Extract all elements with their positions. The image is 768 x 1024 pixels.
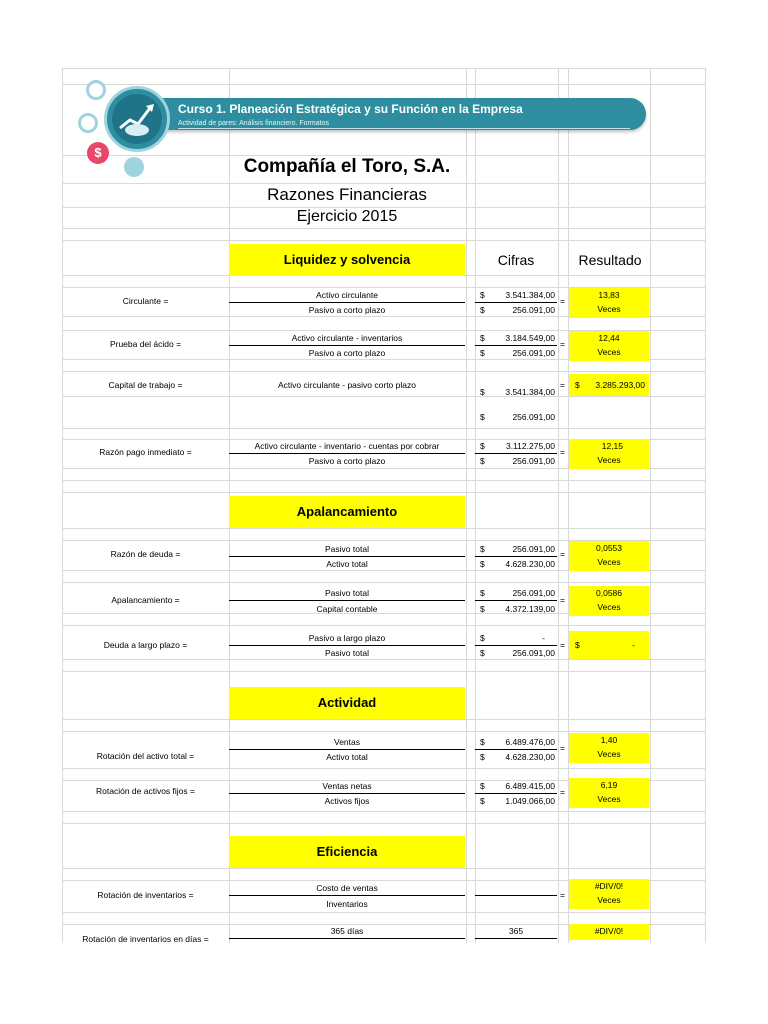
amount: 3.541.384,00 <box>505 387 555 397</box>
row-label: Razón de deuda = <box>110 549 181 559</box>
amount-line <box>475 895 557 896</box>
dollar-sign: $ <box>480 648 485 658</box>
equals-sign: = <box>560 595 565 605</box>
amount-line <box>475 345 557 346</box>
amount-line <box>475 938 557 939</box>
numerator: Activo circulante - inventario - cuentas por cobrar <box>254 441 440 451</box>
numerator: Pasivo total <box>325 588 369 598</box>
row-label: Rotación de inventarios = <box>97 890 194 900</box>
denominator: Activo total <box>326 752 368 762</box>
dollar-sign: $ <box>480 796 485 806</box>
result-value: 6,19 <box>600 780 618 790</box>
amount: 4.628.230,00 <box>505 752 555 762</box>
result-unit: Veces <box>597 347 621 357</box>
amount: 1.049.066,00 <box>505 796 555 806</box>
row-label: Circulante = <box>122 296 169 306</box>
result-cell <box>569 733 649 763</box>
result-cell <box>569 331 649 361</box>
section-liquidez: Liquidez y solvencia <box>229 244 465 276</box>
row-label: Deuda a largo plazo = <box>103 640 188 650</box>
amount-line <box>475 453 557 454</box>
course-subtitle: Actividad de pares: Análisis financiero. Formatos <box>178 120 329 127</box>
result-cell <box>569 439 649 469</box>
result-value: #DIV/0! <box>594 926 624 936</box>
result-cell <box>569 879 649 909</box>
result-cell <box>569 288 649 318</box>
result-cell <box>569 924 649 940</box>
amount: 6.489.415,00 <box>505 781 555 791</box>
denominator: Capital contable <box>316 604 378 614</box>
result-cell <box>569 778 649 808</box>
amount: 256.091,00 <box>512 648 555 658</box>
result-unit: Veces <box>597 895 621 905</box>
amount: 4.372.139,00 <box>505 604 555 614</box>
fraction-line <box>229 749 465 750</box>
report-year: Ejercicio 2015 <box>296 208 398 225</box>
amount: 4.628.230,00 <box>505 559 555 569</box>
section-apalancamiento: Apalancamiento <box>229 496 465 528</box>
fraction-line <box>229 793 465 794</box>
row-label: Capital de trabajo = <box>108 380 183 390</box>
amount: 256.091,00 <box>512 412 555 422</box>
fraction-line <box>229 556 465 557</box>
dollar-sign: $ <box>480 781 485 791</box>
result-cell <box>569 586 649 616</box>
result-value: #DIV/0! <box>594 881 624 891</box>
dollar-sign: $ <box>480 559 485 569</box>
amount-line <box>475 556 557 557</box>
dollar-sign: $ <box>480 456 485 466</box>
dollar-sign: $ <box>480 604 485 614</box>
amount-line <box>475 302 557 303</box>
result-unit: Veces <box>597 304 621 314</box>
result-unit: Veces <box>597 602 621 612</box>
course-title: Curso 1. Planeación Estratégica y su Función en la Empresa <box>178 102 523 116</box>
dollar-sign: $ <box>480 412 485 422</box>
fraction-line <box>229 453 465 454</box>
column-resultado: Resultado <box>578 252 642 268</box>
equals-sign: = <box>560 380 565 390</box>
report-title: Razones Financieras <box>267 185 427 204</box>
result-cell <box>569 374 649 396</box>
dollar-sign: $ <box>480 752 485 762</box>
result-value: - <box>632 640 635 650</box>
monitor-bubble-icon <box>78 113 98 133</box>
numerator: Ventas <box>334 737 360 747</box>
result-value: 12,44 <box>598 333 620 343</box>
fraction-line <box>229 302 465 303</box>
dollar-sign: $ <box>575 380 580 390</box>
amount: 6.489.476,00 <box>505 737 555 747</box>
amount: - <box>542 633 545 643</box>
row-label: Apalancamiento = <box>111 595 180 605</box>
section-actividad: Actividad <box>229 687 465 719</box>
equals-sign: = <box>560 339 565 349</box>
dollar-bubble-icon: $ <box>87 142 109 164</box>
numerator: Pasivo a largo plazo <box>308 633 386 643</box>
dollar-sign: $ <box>480 333 485 343</box>
dollar-sign: $ <box>575 640 580 650</box>
chat-bubble-icon <box>86 80 106 100</box>
amount: 3.184.549,00 <box>505 333 555 343</box>
numerator: Activo circulante - inventarios <box>291 333 403 343</box>
numerator: 365 días <box>330 926 364 936</box>
denominator: Activos fijos <box>324 796 370 806</box>
amount: 256.091,00 <box>512 348 555 358</box>
days-value: 365 <box>508 926 524 936</box>
result-value: 12,15 <box>601 441 623 451</box>
bull-logo-icon <box>112 94 162 144</box>
numerator: Activo circulante - pasivo corto plazo <box>278 380 416 390</box>
denominator: Inventarios <box>326 899 368 909</box>
denominator: Pasivo a corto plazo <box>308 348 386 358</box>
numerator: Activo circulante <box>316 290 378 300</box>
amount: 256.091,00 <box>512 305 555 315</box>
result-cell <box>569 631 649 659</box>
amount: 256.091,00 <box>512 456 555 466</box>
numerator: Costo de ventas <box>316 883 378 893</box>
fraction-line <box>229 895 465 896</box>
result-value: 0,0586 <box>596 588 622 598</box>
amount: 256.091,00 <box>512 544 555 554</box>
dollar-sign: $ <box>480 348 485 358</box>
dollar-sign: $ <box>480 588 485 598</box>
result-value: 13,83 <box>598 290 620 300</box>
fraction-line <box>229 600 465 601</box>
denominator: Pasivo total <box>325 648 369 658</box>
fraction-line <box>229 645 465 646</box>
result-unit: Veces <box>597 794 621 804</box>
result-unit: Veces <box>597 557 621 567</box>
result-value: 0,0553 <box>596 543 622 553</box>
amount: 3.112.275,00 <box>506 441 555 451</box>
result-value: 3.285.293,00 <box>595 380 645 390</box>
dollar-sign: $ <box>480 290 485 300</box>
search-bubble-icon <box>124 157 144 177</box>
equals-sign: = <box>560 787 565 797</box>
row-label: Rotación de inventarios en días = <box>82 934 209 944</box>
banner-divider <box>178 128 630 129</box>
equals-sign: = <box>560 549 565 559</box>
column-cifras: Cifras <box>497 252 535 268</box>
amount: 3.541.384,00 <box>505 290 555 300</box>
section-eficiencia: Eficiencia <box>229 836 465 868</box>
amount-line <box>475 749 557 750</box>
equals-sign: = <box>560 890 565 900</box>
company-name: Compañía el Toro, S.A. <box>243 156 451 177</box>
dollar-sign: $ <box>480 544 485 554</box>
denominator: Pasivo a corto plazo <box>308 456 386 466</box>
fraction-line <box>229 938 465 939</box>
row-label: Razón pago inmediato = <box>99 447 192 457</box>
result-unit: Veces <box>597 749 621 759</box>
result-value: 1,40 <box>600 735 618 745</box>
numerator: Pasivo total <box>325 544 369 554</box>
dollar-sign: $ <box>480 633 485 643</box>
amount-line <box>475 645 557 646</box>
fraction-line <box>229 345 465 346</box>
equals-sign: = <box>560 447 565 457</box>
dollar-sign: $ <box>480 441 485 451</box>
equals-sign: = <box>560 743 565 753</box>
amount-line <box>475 600 557 601</box>
row-label: Prueba del ácido = <box>109 339 182 349</box>
dollar-sign: $ <box>480 387 485 397</box>
denominator: Activo total <box>326 559 368 569</box>
amount-line <box>475 793 557 794</box>
denominator: Pasivo a corto plazo <box>308 305 386 315</box>
equals-sign: = <box>560 296 565 306</box>
row-label: Rotación de activos fijos = <box>96 786 195 796</box>
dollar-sign: $ <box>480 305 485 315</box>
result-unit: Veces <box>597 455 621 465</box>
result-cell <box>569 541 649 571</box>
amount: 256.091,00 <box>512 588 555 598</box>
row-label: Rotación del activo total = <box>96 751 195 761</box>
numerator: Ventas netas <box>322 781 372 791</box>
dollar-sign: $ <box>480 737 485 747</box>
equals-sign: = <box>560 640 565 650</box>
